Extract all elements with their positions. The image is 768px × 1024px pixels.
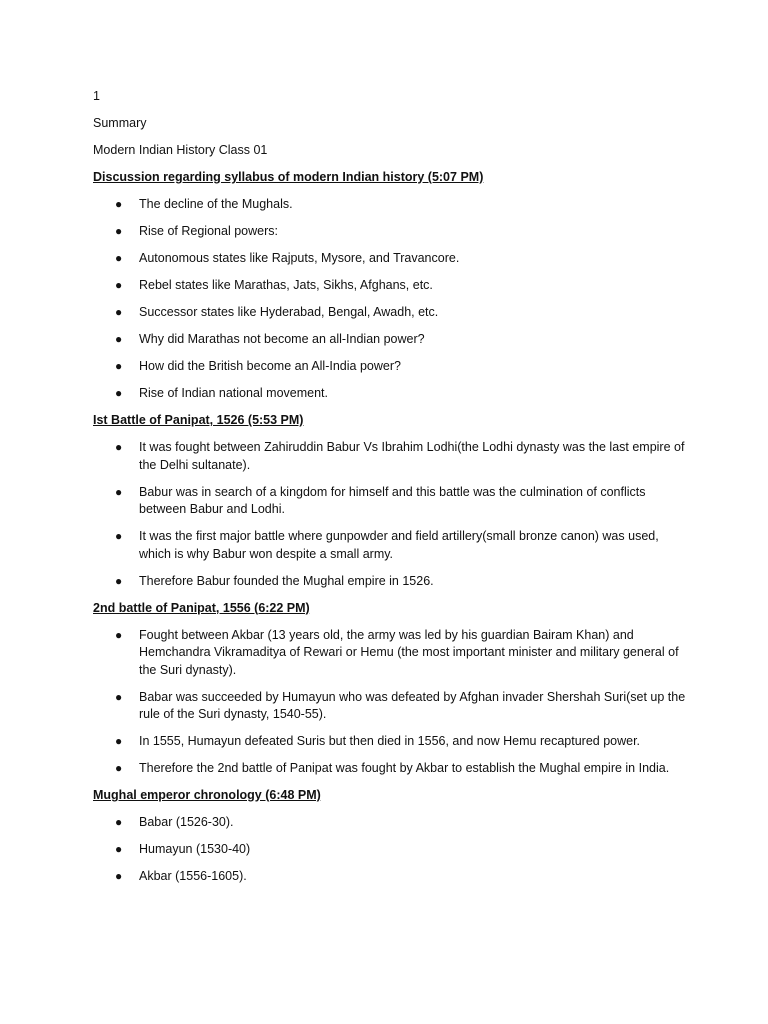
bullet-icon: ● [115, 627, 123, 642]
summary-label: Summary [93, 116, 147, 130]
list-item [93, 439, 693, 474]
list-item [93, 250, 693, 268]
list-item [93, 814, 693, 832]
bullet-icon: ● [115, 869, 123, 883]
list-item [93, 689, 693, 724]
list-item [93, 304, 693, 322]
bullet-list [93, 196, 693, 403]
bullet-list [93, 814, 693, 886]
list-item [93, 196, 693, 214]
section-heading: Ist Battle of Panipat, 1526 (5:53 PM) [93, 413, 304, 427]
bullet-icon: ● [115, 197, 123, 211]
list-item-text: How did the British become an All-India power? [139, 359, 401, 373]
list-item [93, 385, 693, 403]
list-item-text: It was the first major battle where gunpowder and field artillery(small bronze canon) was used, which is why Babur won despite a small army. [139, 529, 659, 561]
list-item [93, 277, 693, 295]
list-item-text: Babar was succeeded by Humayun who was defeated by Afghan invader Shershah Suri(set up the rule of the Suri dynasty, 1540-55). [139, 689, 686, 721]
bullet-icon: ● [115, 573, 123, 588]
list-item-text: Babar (1526-30). [139, 815, 234, 829]
section-second-battle-panipat [93, 600, 693, 778]
list-item [93, 331, 693, 349]
list-item-text: Babur was in search of a kingdom for himself and this battle was the culmination of conflicts between Babur and Lodhi. [139, 484, 646, 516]
list-item-text: The decline of the Mughals. [139, 197, 293, 211]
list-item-text: In 1555, Humayun defeated Suris but then died in 1556, and now Hemu recaptured power. [139, 734, 641, 748]
bullet-icon: ● [115, 734, 123, 748]
list-item [93, 358, 693, 376]
list-item [93, 627, 693, 680]
bullet-icon: ● [115, 305, 123, 319]
list-item-text: It was fought between Zahiruddin Babur Vs Ibrahim Lodhi(the Lodhi dynasty was the last empire of the Delhi sultanate). [139, 440, 685, 472]
list-item [93, 841, 693, 859]
list-item-text: Therefore the 2nd battle of Panipat was fought by Akbar to establish the Mughal empire in India. [139, 761, 670, 775]
list-item [93, 223, 693, 241]
class-title: Modern Indian History Class 01 [93, 143, 268, 157]
bullet-icon: ● [115, 842, 123, 856]
page-number: 1 [93, 89, 100, 103]
bullet-icon: ● [115, 278, 123, 292]
list-item-text: Rise of Indian national movement. [139, 386, 328, 400]
list-item [93, 868, 693, 886]
list-item-text: Successor states like Hyderabad, Bengal, Awadh, etc. [139, 305, 439, 319]
section-heading: Mughal emperor chronology (6:48 PM) [93, 788, 321, 802]
bullet-icon: ● [115, 251, 123, 265]
bullet-icon: ● [115, 689, 123, 704]
list-item-text: Rebel states like Marathas, Jats, Sikhs, Afghans, etc. [139, 278, 433, 292]
bullet-list [93, 439, 693, 590]
bullet-list [93, 627, 693, 778]
bullet-icon: ● [115, 815, 123, 829]
section-syllabus [93, 169, 693, 403]
section-heading: 2nd battle of Panipat, 1556 (6:22 PM) [93, 600, 310, 615]
list-item-text: Autonomous states like Rajputs, Mysore, and Travancore. [139, 251, 460, 265]
list-item-text: Why did Marathas not become an all-Indian power? [139, 332, 425, 346]
bullet-icon: ● [115, 484, 123, 499]
list-item-text: Akbar (1556-1605). [139, 869, 247, 883]
section-mughal-chronology [93, 787, 693, 886]
list-item [93, 733, 693, 751]
list-item-text: Fought between Akbar (13 years old, the army was led by his guardian Bairam Khan) and Hemchandra Vikramaditya of Rewari or Hemu (the most important minister and military general of the Suri dynasty). [139, 627, 679, 677]
bullet-icon: ● [115, 761, 123, 775]
bullet-icon: ● [115, 529, 123, 543]
bullet-icon: ● [115, 359, 123, 373]
section-first-battle-panipat [93, 412, 693, 590]
list-item [93, 528, 693, 563]
list-item [93, 573, 693, 591]
list-item-text: Rise of Regional powers: [139, 224, 278, 238]
list-item [93, 760, 693, 778]
list-item-text: Therefore Babur founded the Mughal empire in 1526. [139, 573, 434, 588]
bullet-icon: ● [115, 332, 123, 346]
document-body [93, 88, 693, 895]
list-item-text: Humayun (1530-40) [139, 842, 251, 856]
bullet-icon: ● [115, 224, 123, 238]
bullet-icon: ● [115, 440, 123, 454]
list-item [93, 484, 693, 519]
bullet-icon: ● [115, 386, 123, 400]
section-heading: Discussion regarding syllabus of modern Indian history (5:07 PM) [93, 170, 484, 184]
